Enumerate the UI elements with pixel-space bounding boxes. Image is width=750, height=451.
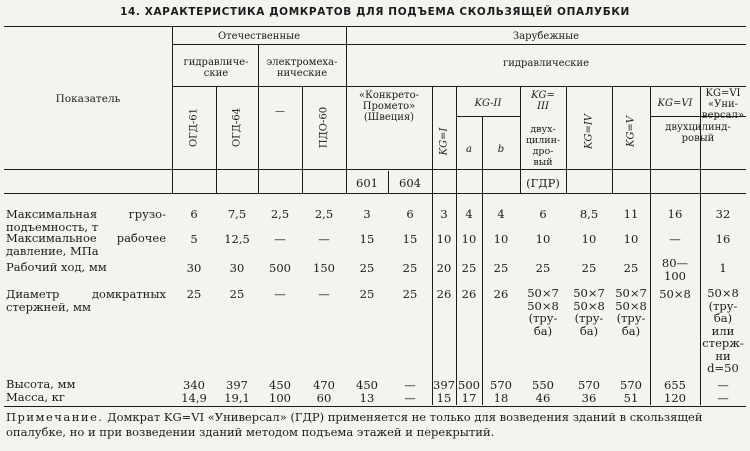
cell: 46 (535, 391, 551, 405)
cell: 60 (316, 391, 332, 405)
rule-v (432, 193, 433, 405)
cell: 36 (581, 391, 597, 405)
cell: 10 (623, 232, 639, 246)
country-cell: 604 (399, 176, 421, 190)
cell: 25 (493, 261, 509, 275)
col-konkreto: «Конкрето- Промето» (Швеция) (358, 90, 420, 123)
rule-v (302, 86, 303, 193)
cell: 50×7 50×8 (тру- ба) (615, 286, 647, 338)
rule-v (432, 86, 433, 193)
col-kg3-desc: двух- цилин- дро- вый (525, 124, 561, 168)
cell: 11 (623, 207, 639, 221)
cell: 25 (402, 261, 418, 275)
cell: 450 (356, 378, 378, 392)
cell: 4 (497, 207, 505, 221)
cell: 150 (313, 261, 335, 275)
col-pdo60: ПДО-60 (318, 106, 330, 149)
cell: 397 (433, 378, 455, 392)
header-hydraulic-foreign: гидравлические (502, 58, 590, 69)
cell: 51 (623, 391, 639, 405)
rule-top (4, 26, 746, 27)
rule-country (4, 193, 746, 194)
col-kg5: KG=V (625, 115, 637, 148)
cell: — (404, 391, 416, 405)
cell: 120 (664, 391, 686, 405)
country-cell: 601 (356, 176, 378, 190)
cell: 15 (436, 391, 452, 405)
cell: 20 (436, 261, 452, 275)
rule-domestic-sub (172, 86, 346, 87)
col-two-cylinder: двухцилинд- ровый (665, 122, 731, 144)
col-ogd61: ОГД-61 (188, 107, 200, 148)
cell: 14,9 (181, 391, 207, 405)
cell: 25 (581, 261, 597, 275)
col-kg3: KG= III (531, 90, 555, 112)
col-kg6: KG=VI (657, 98, 693, 109)
cell: 500 (269, 261, 291, 275)
rule-v (482, 193, 483, 405)
cell: 10 (436, 232, 452, 246)
col-kg4: KG=IV (583, 114, 595, 150)
cell: 30 (229, 261, 245, 275)
footnote: Примечание. Домкрат KG=VI «Универсал» (ГДР) применяется не только для возведения зданий в скользящей опалубке, но и при возведении зданий методом подъема этажей и перекрытий. (6, 410, 703, 439)
cell: 8,5 (579, 207, 599, 221)
cell: 6 (539, 207, 547, 221)
cell: 2,5 (314, 207, 334, 221)
header-indicator: Показатель (55, 93, 121, 105)
cell: — (274, 232, 286, 246)
cell: 50×8 (тру- ба) или стерж- ни d=50 (702, 286, 744, 375)
row-label-mass: Масса, кг (6, 390, 65, 404)
rule-kg2 (456, 116, 520, 117)
cell: 570 (578, 378, 600, 392)
cell: 6 (406, 207, 414, 221)
rule-v (456, 193, 457, 405)
cell: — (669, 232, 681, 246)
col-kg1: KG=I (438, 127, 450, 156)
cell: 655 (664, 378, 686, 392)
cell: 3 (440, 207, 448, 221)
cell: 50×7 50×8 (тру- ба) (573, 286, 605, 338)
cell: 4 (465, 207, 473, 221)
rule-v (700, 193, 701, 405)
rule-bottom (4, 406, 746, 407)
cell: 550 (532, 378, 554, 392)
row-label-capacity: Максимальная грузо- подъемность, т (6, 207, 166, 234)
cell: — (404, 378, 416, 392)
cell: 10 (493, 232, 509, 246)
rule-head-bottom (4, 169, 746, 170)
col-ogd64: ОГД-64 (231, 107, 243, 148)
cell: — (318, 287, 330, 301)
cell: 25 (359, 287, 375, 301)
cell: 19,1 (224, 391, 250, 405)
cell: 340 (183, 378, 205, 392)
cell: 16 (715, 232, 731, 246)
rule-v (566, 86, 567, 193)
cell: 25 (359, 261, 375, 275)
header-hydraulic-domestic: гидравличе- ские (183, 57, 249, 79)
cell: 12,5 (224, 232, 250, 246)
row-label-rod: Диаметр домкратных стержней, мм (6, 287, 166, 314)
cell: 10 (581, 232, 597, 246)
header-electromechanical: электромеха- нические (266, 57, 338, 79)
rule-foreign-sub (346, 86, 746, 87)
cell: 17 (461, 391, 477, 405)
cell: 13 (359, 391, 375, 405)
rule-v (612, 86, 613, 193)
col-dash: — (275, 106, 285, 117)
cell: 2,5 (270, 207, 290, 221)
cell: 16 (667, 207, 683, 221)
rule-v (216, 86, 217, 193)
cell: 10 (461, 232, 477, 246)
cell: 1 (719, 261, 727, 275)
cell: 6 (190, 207, 198, 221)
cell: 30 (186, 261, 202, 275)
country-cell: (ГДР) (526, 176, 560, 190)
cell: 3 (363, 207, 371, 221)
cell: 50×7 50×8 (тру- ба) (527, 286, 559, 338)
cell: 25 (402, 287, 418, 301)
cell: 470 (313, 378, 335, 392)
cell: 25 (186, 287, 202, 301)
header-foreign: Зарубежные (512, 31, 580, 42)
col-kg2-b: b (497, 144, 505, 155)
cell: — (274, 287, 286, 301)
cell: 10 (535, 232, 551, 246)
cell: 18 (493, 391, 509, 405)
cell: 100 (269, 391, 291, 405)
cell: 32 (715, 207, 731, 221)
cell: 450 (269, 378, 291, 392)
cell: 15 (402, 232, 418, 246)
cell: 26 (436, 287, 452, 301)
cell: 26 (461, 287, 477, 301)
cell: — (717, 391, 729, 405)
header-domestic: Отечественные (217, 31, 301, 42)
rule-v (650, 193, 651, 405)
cell: 500 (458, 378, 480, 392)
cell: 25 (461, 261, 477, 275)
cell: 50×8 (659, 287, 691, 301)
row-label-height: Высота, мм (6, 377, 76, 391)
cell: 15 (359, 232, 375, 246)
cell: 397 (226, 378, 248, 392)
cell: 5 (190, 232, 198, 246)
cell: 25 (623, 261, 639, 275)
row-label-stroke: Рабочий ход, мм (6, 260, 107, 274)
cell: — (717, 378, 729, 392)
cell: 26 (493, 287, 509, 301)
cell: 25 (229, 287, 245, 301)
cell: 25 (535, 261, 551, 275)
cell: 570 (620, 378, 642, 392)
cell: 570 (490, 378, 512, 392)
cell: — (318, 232, 330, 246)
table-title: 14. ХАРАКТЕРИСТИКА ДОМКРАТОВ ДЛЯ ПОДЪЕМА СКОЛЬЗЯЩЕЙ ОПАЛУБКИ (120, 6, 630, 18)
col-kg2: KG-II (474, 98, 502, 109)
row-label-pressure: Максимальное рабочее давление, МПа (6, 231, 166, 258)
col-kg2-a: a (466, 144, 472, 155)
cell: 7,5 (227, 207, 247, 221)
col-kg6u: KG=VI «Уни- версал» (702, 88, 744, 121)
cell: 80— 100 (661, 256, 689, 283)
rule-v (172, 26, 173, 193)
